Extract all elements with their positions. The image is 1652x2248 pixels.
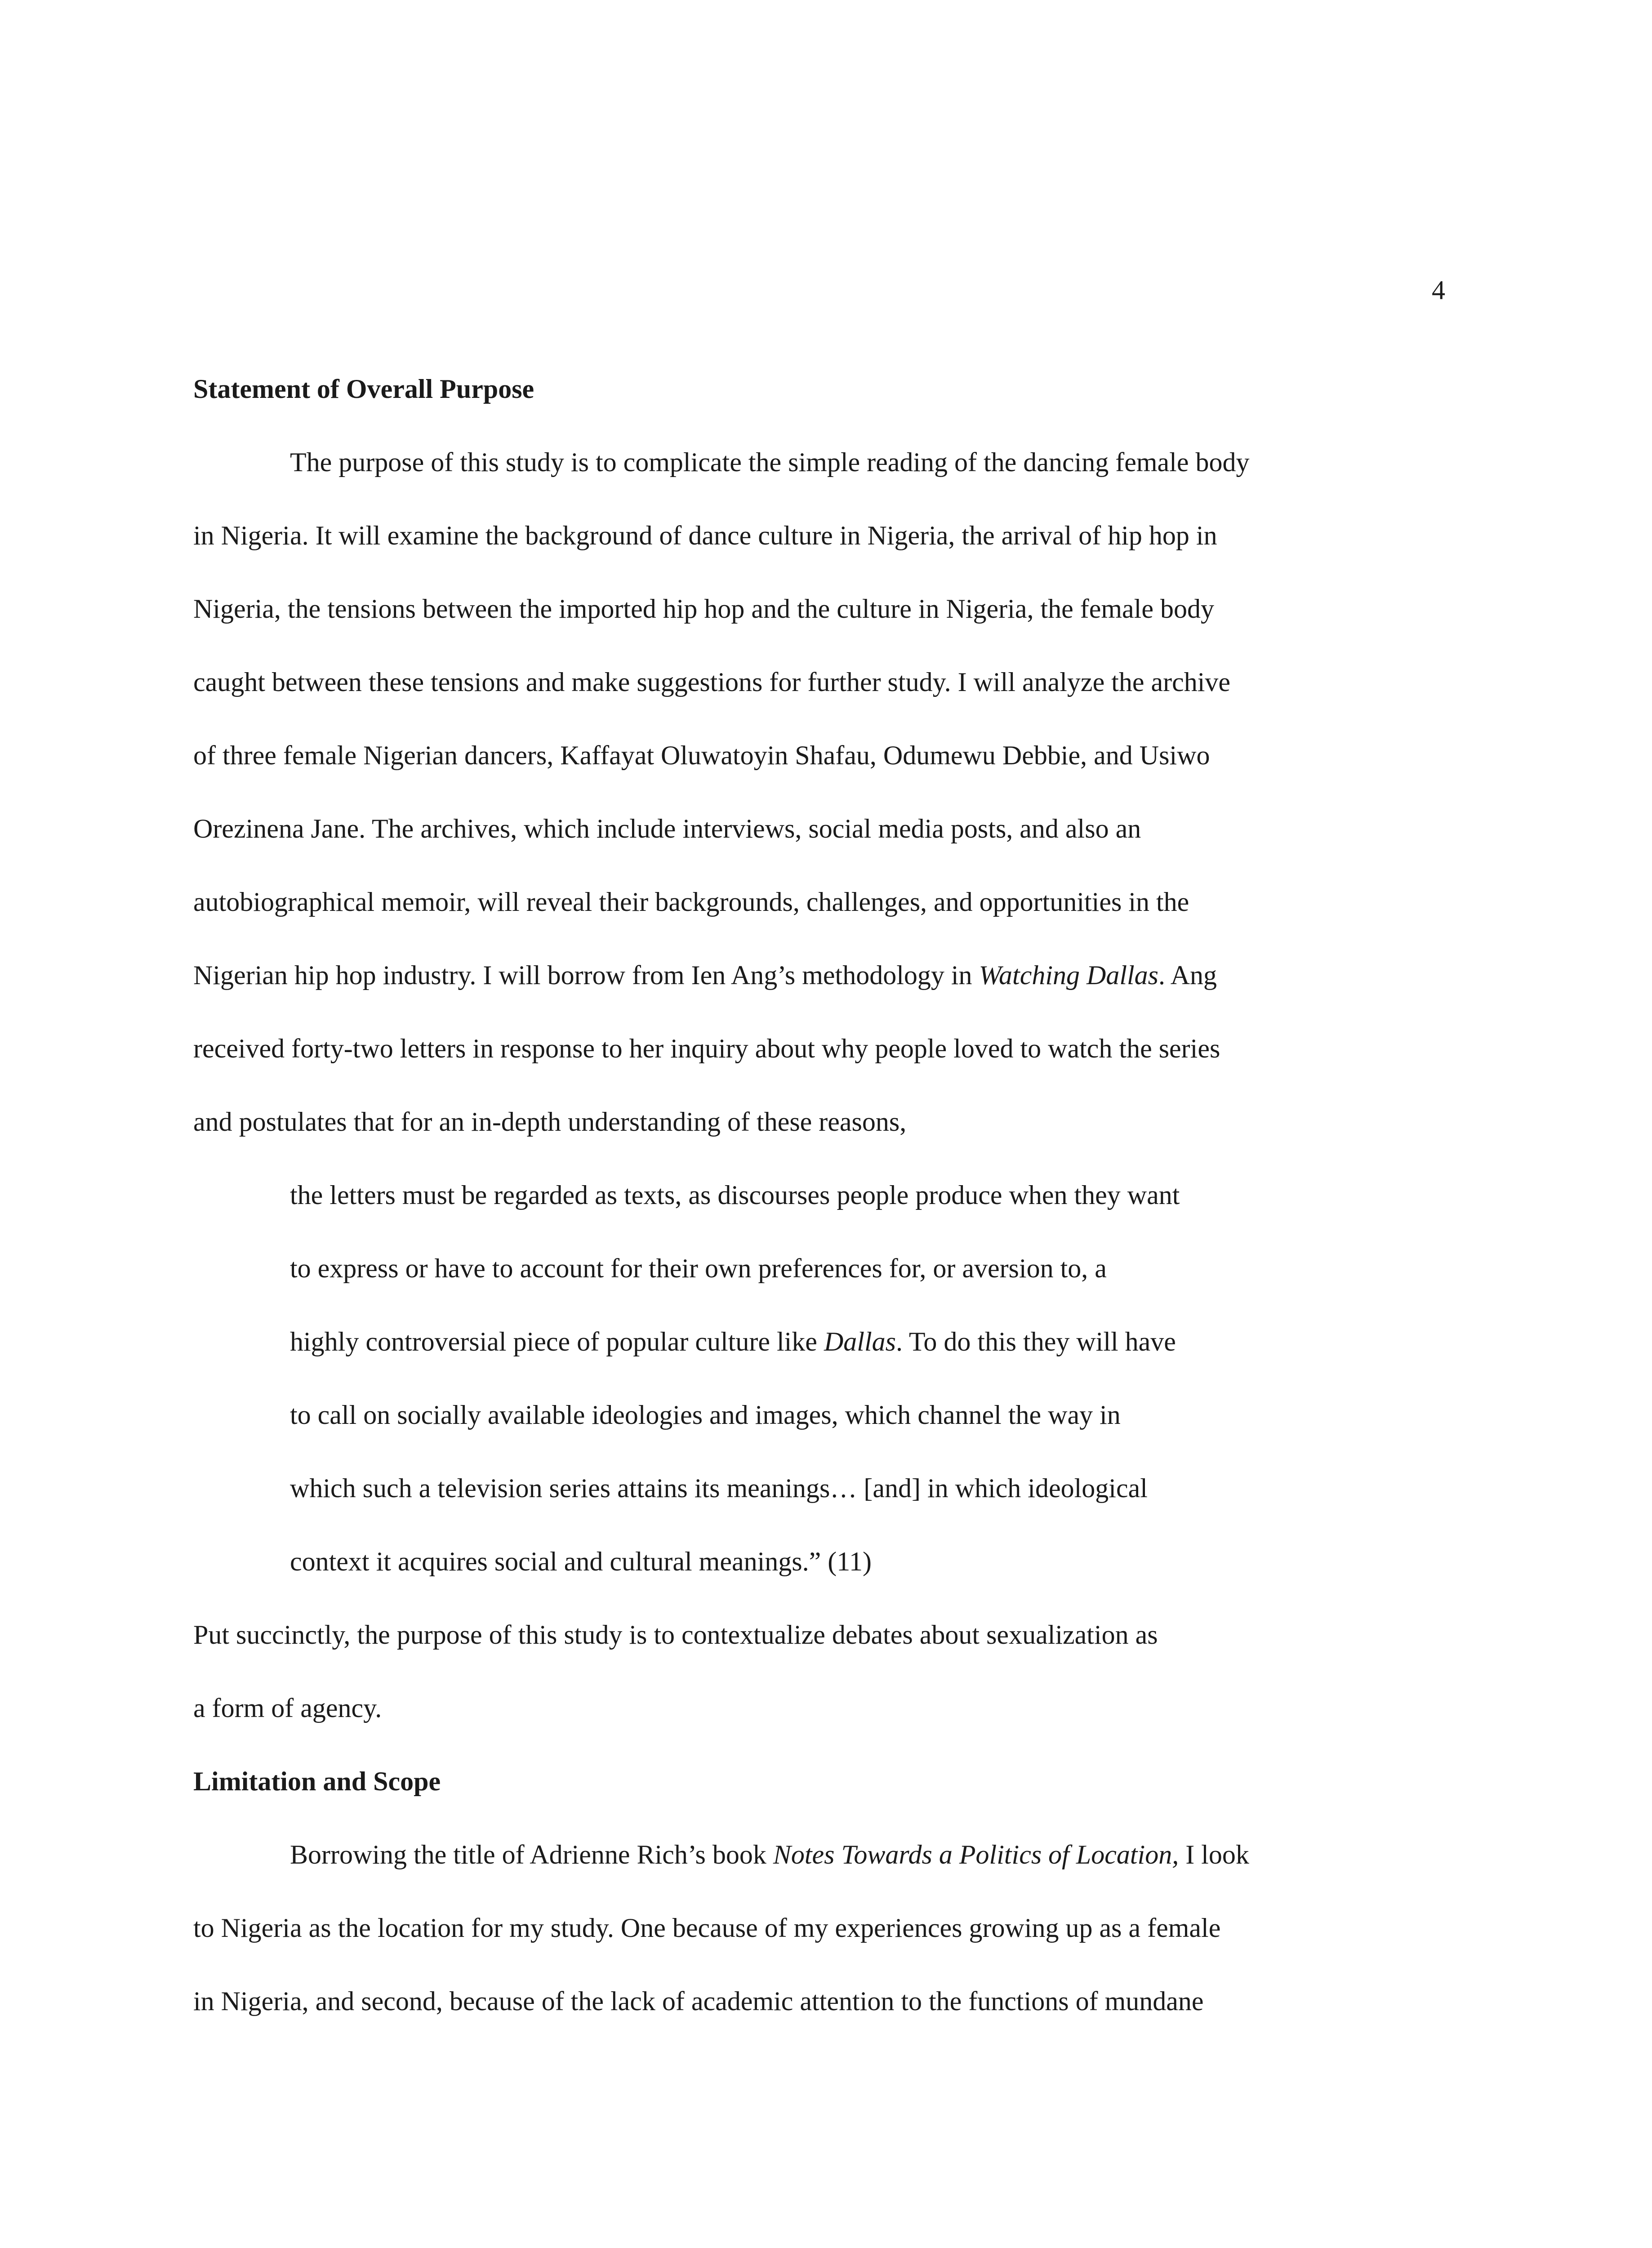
- paragraph-line: in Nigeria. It will examine the background of dance culture in Nigeria, the arrival of hip hop in: [193, 521, 1217, 550]
- paragraph-line: a form of agency.: [193, 1693, 382, 1723]
- book-title-notes-towards: Notes Towards a Politics of Location,: [773, 1840, 1179, 1869]
- text-run: highly controversial piece of popular culture like: [290, 1327, 824, 1356]
- paragraph-line: of three female Nigerian dancers, Kaffayat Oluwatoyin Shafau, Odumewu Debbie, and Usiwo: [193, 740, 1210, 770]
- text-run: I look: [1179, 1840, 1249, 1869]
- paragraph-line: Put succinctly, the purpose of this study is to contextualize debates about sexualization as: [193, 1620, 1158, 1650]
- block-quote-line: to call on socially available ideologies and images, which channel the way in: [290, 1400, 1121, 1430]
- text-run: Nigerian hip hop industry. I will borrow from Ien Ang’s methodology in: [193, 960, 979, 990]
- block-quote-line: to express or have to account for their own preferences for, or aversion to, a: [290, 1253, 1107, 1283]
- section-heading-scope: Limitation and Scope: [193, 1766, 441, 1796]
- text-run: Borrowing the title of Adrienne Rich’s book: [290, 1840, 773, 1869]
- paragraph-line: to Nigeria as the location for my study. One because of my experiences growing up as a female: [193, 1913, 1221, 1943]
- paragraph-line: The purpose of this study is to complicate the simple reading of the dancing female body: [290, 447, 1250, 477]
- book-title-dallas: Dallas: [824, 1327, 896, 1356]
- paragraph-line: [193, 957, 1217, 993]
- paragraph-line: [290, 1837, 1249, 1873]
- block-quote-line: [290, 1324, 1176, 1360]
- paragraph-line: in Nigeria, and second, because of the lack of academic attention to the functions of mundane: [193, 1986, 1204, 2016]
- paragraph-line: Nigeria, the tensions between the imported hip hop and the culture in Nigeria, the female body: [193, 594, 1214, 624]
- book-title-watching-dallas: Watching Dallas: [979, 960, 1159, 990]
- text-run: . To do this they will have: [895, 1327, 1176, 1356]
- paragraph-line: Orezinena Jane. The archives, which include interviews, social media posts, and also an: [193, 814, 1141, 843]
- paragraph-line: received forty-two letters in response to her inquiry about why people loved to watch the series: [193, 1034, 1220, 1063]
- paragraph-line: and postulates that for an in-depth understanding of these reasons,: [193, 1107, 907, 1137]
- text-run: . Ang: [1158, 960, 1217, 990]
- section-heading-purpose: Statement of Overall Purpose: [193, 374, 534, 404]
- page-number: 4: [1432, 275, 1445, 305]
- block-quote-line: the letters must be regarded as texts, as discourses people produce when they want: [290, 1180, 1180, 1210]
- block-quote-line: context it acquires social and cultural meanings.” (11): [290, 1547, 872, 1576]
- block-quote-line: which such a television series attains its meanings… [and] in which ideological: [290, 1473, 1148, 1503]
- paragraph-line: caught between these tensions and make suggestions for further study. I will analyze the archive: [193, 667, 1231, 697]
- paragraph-line: autobiographical memoir, will reveal their backgrounds, challenges, and opportunities in the: [193, 887, 1189, 917]
